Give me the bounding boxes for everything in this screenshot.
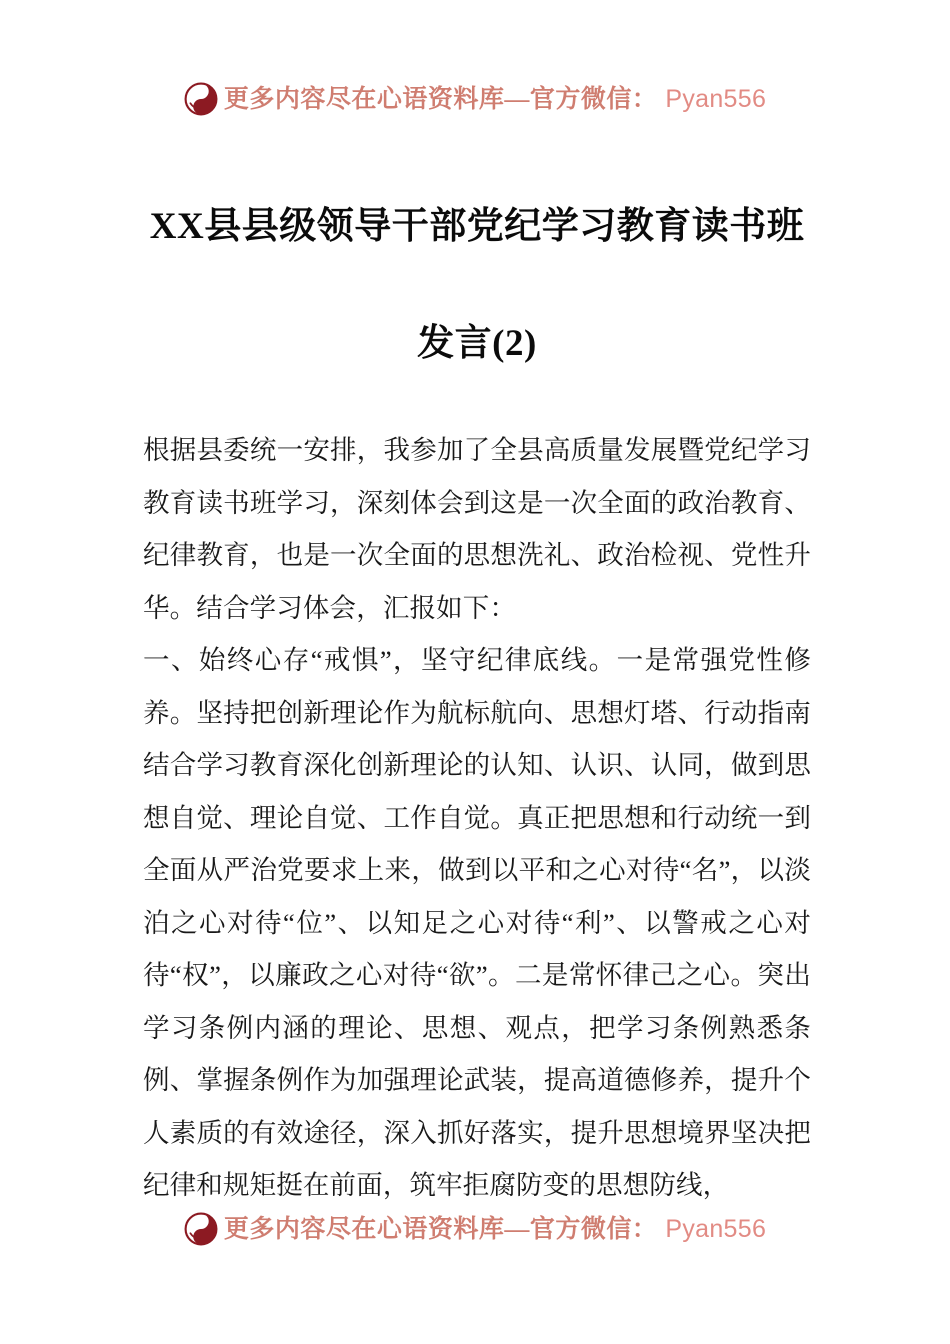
yinyang-fish-logo-icon [184,1212,218,1246]
watermark-text: 更多内容尽在心语资料库—官方微信： [223,1215,658,1243]
watermark-header [0,82,950,116]
document-title [143,168,811,402]
document-title-line-2: 言(2) [454,323,537,364]
watermark-text: 更多内容尽在心语资料库—官方微信： [223,85,658,113]
yinyang-fish-logo-icon [184,82,218,116]
watermark-wechat-id: Pyan556 [665,84,767,113]
document-title-line-1: XX县县级领导干部党纪学习教育读书班发 [149,206,805,364]
body-paragraph: 一、始终心存“戒惧”，坚守纪律底线。一是常强党性修养。坚持把创新理论作为航标航向、思想灯塔、行动指南结合学习教育深化创新理论的认知、认识、认同，做到思想自觉、理论自觉、工作自觉。真正把思想和行动统一到全面从严治党要求上来，做到以平和之心对待“名”，以淡泊之心对待“位”、以知足之心对待“利”、以警戒之心对待“权”，以廉政之心对待“欲”。二是常怀律己之心。突出学习条例内涵的理论、思想、观点，把学习条例熟悉条例、掌握条例作为加强理论武装，提高道德修养，提升个人素质的有效途径，深入抓好落实，提升思想境界坚决把纪律和规矩挺在前面，筑牢拒腐防变的思想防线， [143,645,811,1200]
watermark-wechat-id: Pyan556 [665,1214,767,1243]
document-body [143,424,811,1212]
body-paragraph: 根据县委统一安排，我参加了全县高质量发展暨党纪学习教育读书班学习，深刻体会到这是一次全面的政治教育、纪律教育，也是一次全面的思想洗礼、政治检视、党性升华。结合学习体会，汇报如下： [143,435,811,623]
watermark-footer [0,1212,950,1246]
